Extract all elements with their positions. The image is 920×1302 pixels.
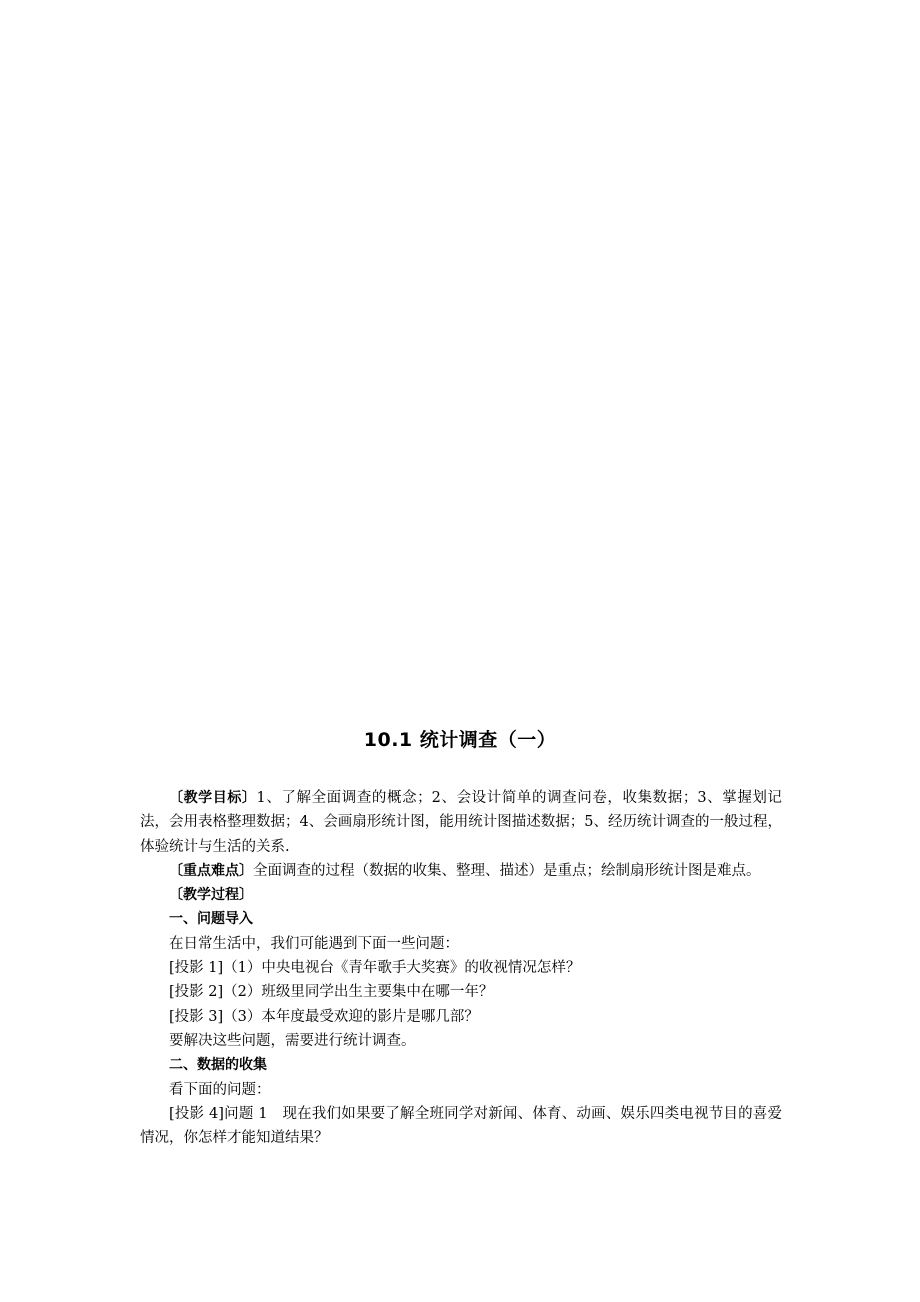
document-body <box>140 786 782 1150</box>
process-paragraph <box>140 883 782 907</box>
key-points-text: 全面调查的过程（数据的收集、整理、描述）是重点；绘制扇形统计图是难点。 <box>253 862 761 879</box>
objectives-paragraph <box>140 786 782 859</box>
section2-heading <box>140 1053 782 1077</box>
key-points-paragraph <box>140 859 782 883</box>
section1-intro: 在日常生活中，我们可能遇到下面一些问题： <box>169 935 459 952</box>
section2-question-4: [投影 4]问题 1 现在我们如果要了解全班同学对新闻、体育、动画、娱乐四类电视节目的喜爱情况，你怎样才能知道结果？ <box>140 1105 782 1147</box>
section2-heading-text: 二、数据的收集 <box>169 1057 267 1074</box>
section1-question-2: [投影 2]（2）班级里同学出生主要集中在哪一年？ <box>169 984 494 1001</box>
section1-heading-text: 一、问题导入 <box>169 911 253 928</box>
section1-heading <box>140 907 782 931</box>
section2-intro: 看下面的问题： <box>169 1081 271 1098</box>
section1-conclusion: 要解决这些问题，需要进行统计调查。 <box>169 1032 416 1049</box>
section1-question-3: [投影 3]（3）本年度最受欢迎的影片是哪几部？ <box>169 1008 479 1025</box>
process-label: 〔教学过程〕 <box>169 887 253 904</box>
document-title: 10.1 统计调查（一） <box>363 729 557 751</box>
objectives-label: 〔教学目标〕 <box>169 790 257 806</box>
section1-question-1: [投影 1]（1）中央电视台《青年歌手大奖赛》的收视情况怎样？ <box>169 960 581 977</box>
key-points-label: 〔重点难点〕 <box>169 862 253 879</box>
objectives-text: 1、了解全面调查的概念；2、会设计简单的调查问卷，收集数据；3、掌握划记法，会用表格整理数据；4、会画扇形统计图，能用统计图描述数据；5、经历统计调查的一般过程，体验统计与生活的关系. <box>140 790 782 855</box>
